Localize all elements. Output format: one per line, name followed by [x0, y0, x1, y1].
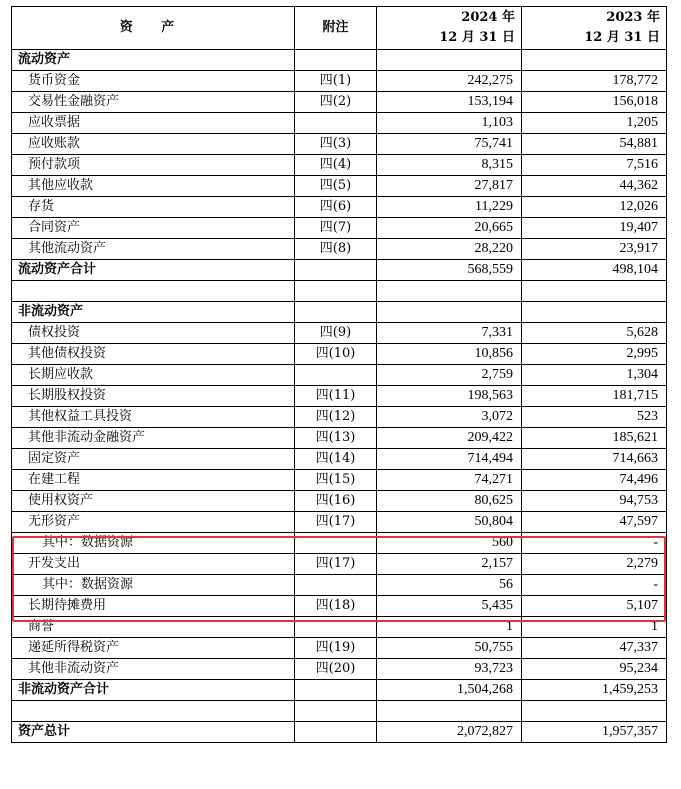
- row-value-2023: 23,917: [522, 239, 667, 260]
- row-value-2024: 153,194: [377, 92, 522, 113]
- row-value-2023: 19,407: [522, 218, 667, 239]
- row-value-2023: 47,597: [522, 512, 667, 533]
- row-value-2024: 56: [377, 575, 522, 596]
- row-item: 其他债权投资: [12, 344, 295, 365]
- row-value-2024: 93,723: [377, 659, 522, 680]
- row-value-2024: 7,331: [377, 323, 522, 344]
- row-value-2024: 242,275: [377, 71, 522, 92]
- row-note: 四(17): [295, 554, 377, 575]
- empty-cell: [522, 701, 667, 722]
- row-item: 货币资金: [12, 71, 295, 92]
- subtotal-item: 非流动资产合计: [12, 680, 295, 701]
- header-2023-year: 2023 年: [606, 10, 660, 25]
- row-note: [295, 575, 377, 596]
- header-2023: [522, 7, 667, 50]
- row-item: 债权投资: [12, 323, 295, 344]
- row-item: 存货: [12, 197, 295, 218]
- row-value-2023: 178,772: [522, 71, 667, 92]
- row-item: 无形资产: [12, 512, 295, 533]
- spacer-row: [12, 701, 667, 722]
- row-note: [295, 113, 377, 134]
- row-item: 合同资产: [12, 218, 295, 239]
- row-value-2024: 28,220: [377, 239, 522, 260]
- row-note: [295, 533, 377, 554]
- row-item: 其他应收款: [12, 176, 295, 197]
- row-value-2023: -: [522, 575, 667, 596]
- table-row: [12, 155, 667, 176]
- empty-cell: [295, 50, 377, 71]
- row-item: 其他非流动金融资产: [12, 428, 295, 449]
- section-title-row: [12, 302, 667, 323]
- table-row: [12, 113, 667, 134]
- table-row: [12, 575, 667, 596]
- row-value-2024: 80,625: [377, 491, 522, 512]
- empty-cell: [295, 722, 377, 743]
- subtotal-row: [12, 680, 667, 701]
- empty-cell: [377, 281, 522, 302]
- row-item: 其他非流动资产: [12, 659, 295, 680]
- row-value-2023: 7,516: [522, 155, 667, 176]
- table-row: [12, 554, 667, 575]
- row-note: 四(7): [295, 218, 377, 239]
- row-value-2024: 20,665: [377, 218, 522, 239]
- row-note: 四(9): [295, 323, 377, 344]
- table-row: [12, 617, 667, 638]
- row-value-2024: 1: [377, 617, 522, 638]
- row-note: 四(6): [295, 197, 377, 218]
- table-row: [12, 218, 667, 239]
- table-row: [12, 512, 667, 533]
- section-title: 流动资产: [12, 50, 295, 71]
- header-2024-year: 2024 年: [461, 10, 515, 25]
- row-value-2023: 5,628: [522, 323, 667, 344]
- row-value-2024: 560: [377, 533, 522, 554]
- row-item: 应收票据: [12, 113, 295, 134]
- subtotal-row: [12, 260, 667, 281]
- row-value-2023: 1: [522, 617, 667, 638]
- grand-total-item: 资产总计: [12, 722, 295, 743]
- row-value-2023: -: [522, 533, 667, 554]
- row-item: 应收账款: [12, 134, 295, 155]
- row-value-2024: 50,804: [377, 512, 522, 533]
- row-value-2024: 714,494: [377, 449, 522, 470]
- row-item: 交易性金融资产: [12, 92, 295, 113]
- subtotal-2024: 1,504,268: [377, 680, 522, 701]
- header-note: 附注: [295, 7, 377, 50]
- row-value-2023: 5,107: [522, 596, 667, 617]
- row-value-2023: 523: [522, 407, 667, 428]
- row-note: 四(17): [295, 512, 377, 533]
- table-row: [12, 470, 667, 491]
- empty-cell: [295, 701, 377, 722]
- row-note: 四(15): [295, 470, 377, 491]
- row-item: 在建工程: [12, 470, 295, 491]
- empty-cell: [12, 281, 295, 302]
- row-value-2024: 1,103: [377, 113, 522, 134]
- table-row: [12, 239, 667, 260]
- row-value-2024: 74,271: [377, 470, 522, 491]
- table-body: [12, 50, 667, 743]
- row-value-2023: 1,205: [522, 113, 667, 134]
- row-value-2024: 27,817: [377, 176, 522, 197]
- row-value-2024: 198,563: [377, 386, 522, 407]
- row-note: 四(19): [295, 638, 377, 659]
- row-value-2024: 8,315: [377, 155, 522, 176]
- row-note: 四(14): [295, 449, 377, 470]
- row-note: 四(20): [295, 659, 377, 680]
- table-row: [12, 176, 667, 197]
- row-value-2024: 50,755: [377, 638, 522, 659]
- row-note: 四(8): [295, 239, 377, 260]
- subtotal-2023: 498,104: [522, 260, 667, 281]
- row-value-2023: 185,621: [522, 428, 667, 449]
- row-value-2024: 10,856: [377, 344, 522, 365]
- subtotal-2024: 568,559: [377, 260, 522, 281]
- table-row: [12, 134, 667, 155]
- row-value-2023: 1,304: [522, 365, 667, 386]
- row-note: 四(16): [295, 491, 377, 512]
- row-value-2024: 2,157: [377, 554, 522, 575]
- header-item: 资 产: [12, 7, 295, 50]
- row-note: 四(5): [295, 176, 377, 197]
- row-item: 长期股权投资: [12, 386, 295, 407]
- table-row: [12, 638, 667, 659]
- grand-total-2023: 1,957,357: [522, 722, 667, 743]
- row-value-2024: 3,072: [377, 407, 522, 428]
- row-value-2024: 75,741: [377, 134, 522, 155]
- row-value-2024: 2,759: [377, 365, 522, 386]
- table-row: [12, 344, 667, 365]
- table-row: [12, 449, 667, 470]
- row-item: 长期应收款: [12, 365, 295, 386]
- balance-sheet-table: [11, 6, 667, 743]
- row-value-2023: 2,995: [522, 344, 667, 365]
- spacer-row: [12, 281, 667, 302]
- row-item: 商誉: [12, 617, 295, 638]
- row-value-2023: 12,026: [522, 197, 667, 218]
- section-title: 非流动资产: [12, 302, 295, 323]
- row-item: 预付款项: [12, 155, 295, 176]
- subtotal-2023: 1,459,253: [522, 680, 667, 701]
- table-row: [12, 71, 667, 92]
- row-value-2023: 714,663: [522, 449, 667, 470]
- row-note: 四(12): [295, 407, 377, 428]
- row-note: 四(3): [295, 134, 377, 155]
- header-2024-date: 12 月 31 日: [439, 30, 515, 45]
- row-note: 四(10): [295, 344, 377, 365]
- table-row: [12, 92, 667, 113]
- row-item: 使用权资产: [12, 491, 295, 512]
- row-note: [295, 617, 377, 638]
- table-row: [12, 428, 667, 449]
- row-item: 递延所得税资产: [12, 638, 295, 659]
- row-item: 开发支出: [12, 554, 295, 575]
- row-item: 固定资产: [12, 449, 295, 470]
- table-row: [12, 197, 667, 218]
- header-2023-date: 12 月 31 日: [584, 30, 660, 45]
- header-row: [12, 7, 667, 50]
- row-value-2023: 94,753: [522, 491, 667, 512]
- row-item: 其中：数据资源: [12, 575, 295, 596]
- header-2024: [377, 7, 522, 50]
- grand-total-row: [12, 722, 667, 743]
- row-value-2024: 209,422: [377, 428, 522, 449]
- row-item: 其他权益工具投资: [12, 407, 295, 428]
- table-row: [12, 407, 667, 428]
- row-note: 四(1): [295, 71, 377, 92]
- table-row: [12, 659, 667, 680]
- grand-total-2024: 2,072,827: [377, 722, 522, 743]
- row-value-2023: 47,337: [522, 638, 667, 659]
- row-value-2023: 95,234: [522, 659, 667, 680]
- row-note: 四(2): [295, 92, 377, 113]
- row-note: [295, 365, 377, 386]
- empty-cell: [522, 302, 667, 323]
- row-item: 其中：数据资源: [12, 533, 295, 554]
- empty-cell: [522, 281, 667, 302]
- row-value-2024: 11,229: [377, 197, 522, 218]
- row-value-2023: 181,715: [522, 386, 667, 407]
- empty-cell: [12, 701, 295, 722]
- row-value-2023: 44,362: [522, 176, 667, 197]
- empty-cell: [377, 302, 522, 323]
- table-row: [12, 365, 667, 386]
- empty-cell: [377, 701, 522, 722]
- table-row: [12, 323, 667, 344]
- row-note: 四(13): [295, 428, 377, 449]
- subtotal-item: 流动资产合计: [12, 260, 295, 281]
- empty-cell: [295, 281, 377, 302]
- empty-cell: [377, 50, 522, 71]
- row-value-2024: 5,435: [377, 596, 522, 617]
- row-value-2023: 2,279: [522, 554, 667, 575]
- table-row: [12, 596, 667, 617]
- empty-cell: [295, 680, 377, 701]
- table-row: [12, 491, 667, 512]
- row-value-2023: 156,018: [522, 92, 667, 113]
- row-value-2023: 74,496: [522, 470, 667, 491]
- table-row: [12, 386, 667, 407]
- row-note: 四(18): [295, 596, 377, 617]
- row-item: 其他流动资产: [12, 239, 295, 260]
- empty-cell: [295, 260, 377, 281]
- row-note: 四(4): [295, 155, 377, 176]
- row-note: 四(11): [295, 386, 377, 407]
- empty-cell: [522, 50, 667, 71]
- section-title-row: [12, 50, 667, 71]
- row-item: 长期待摊费用: [12, 596, 295, 617]
- empty-cell: [295, 302, 377, 323]
- table-row: [12, 533, 667, 554]
- row-value-2023: 54,881: [522, 134, 667, 155]
